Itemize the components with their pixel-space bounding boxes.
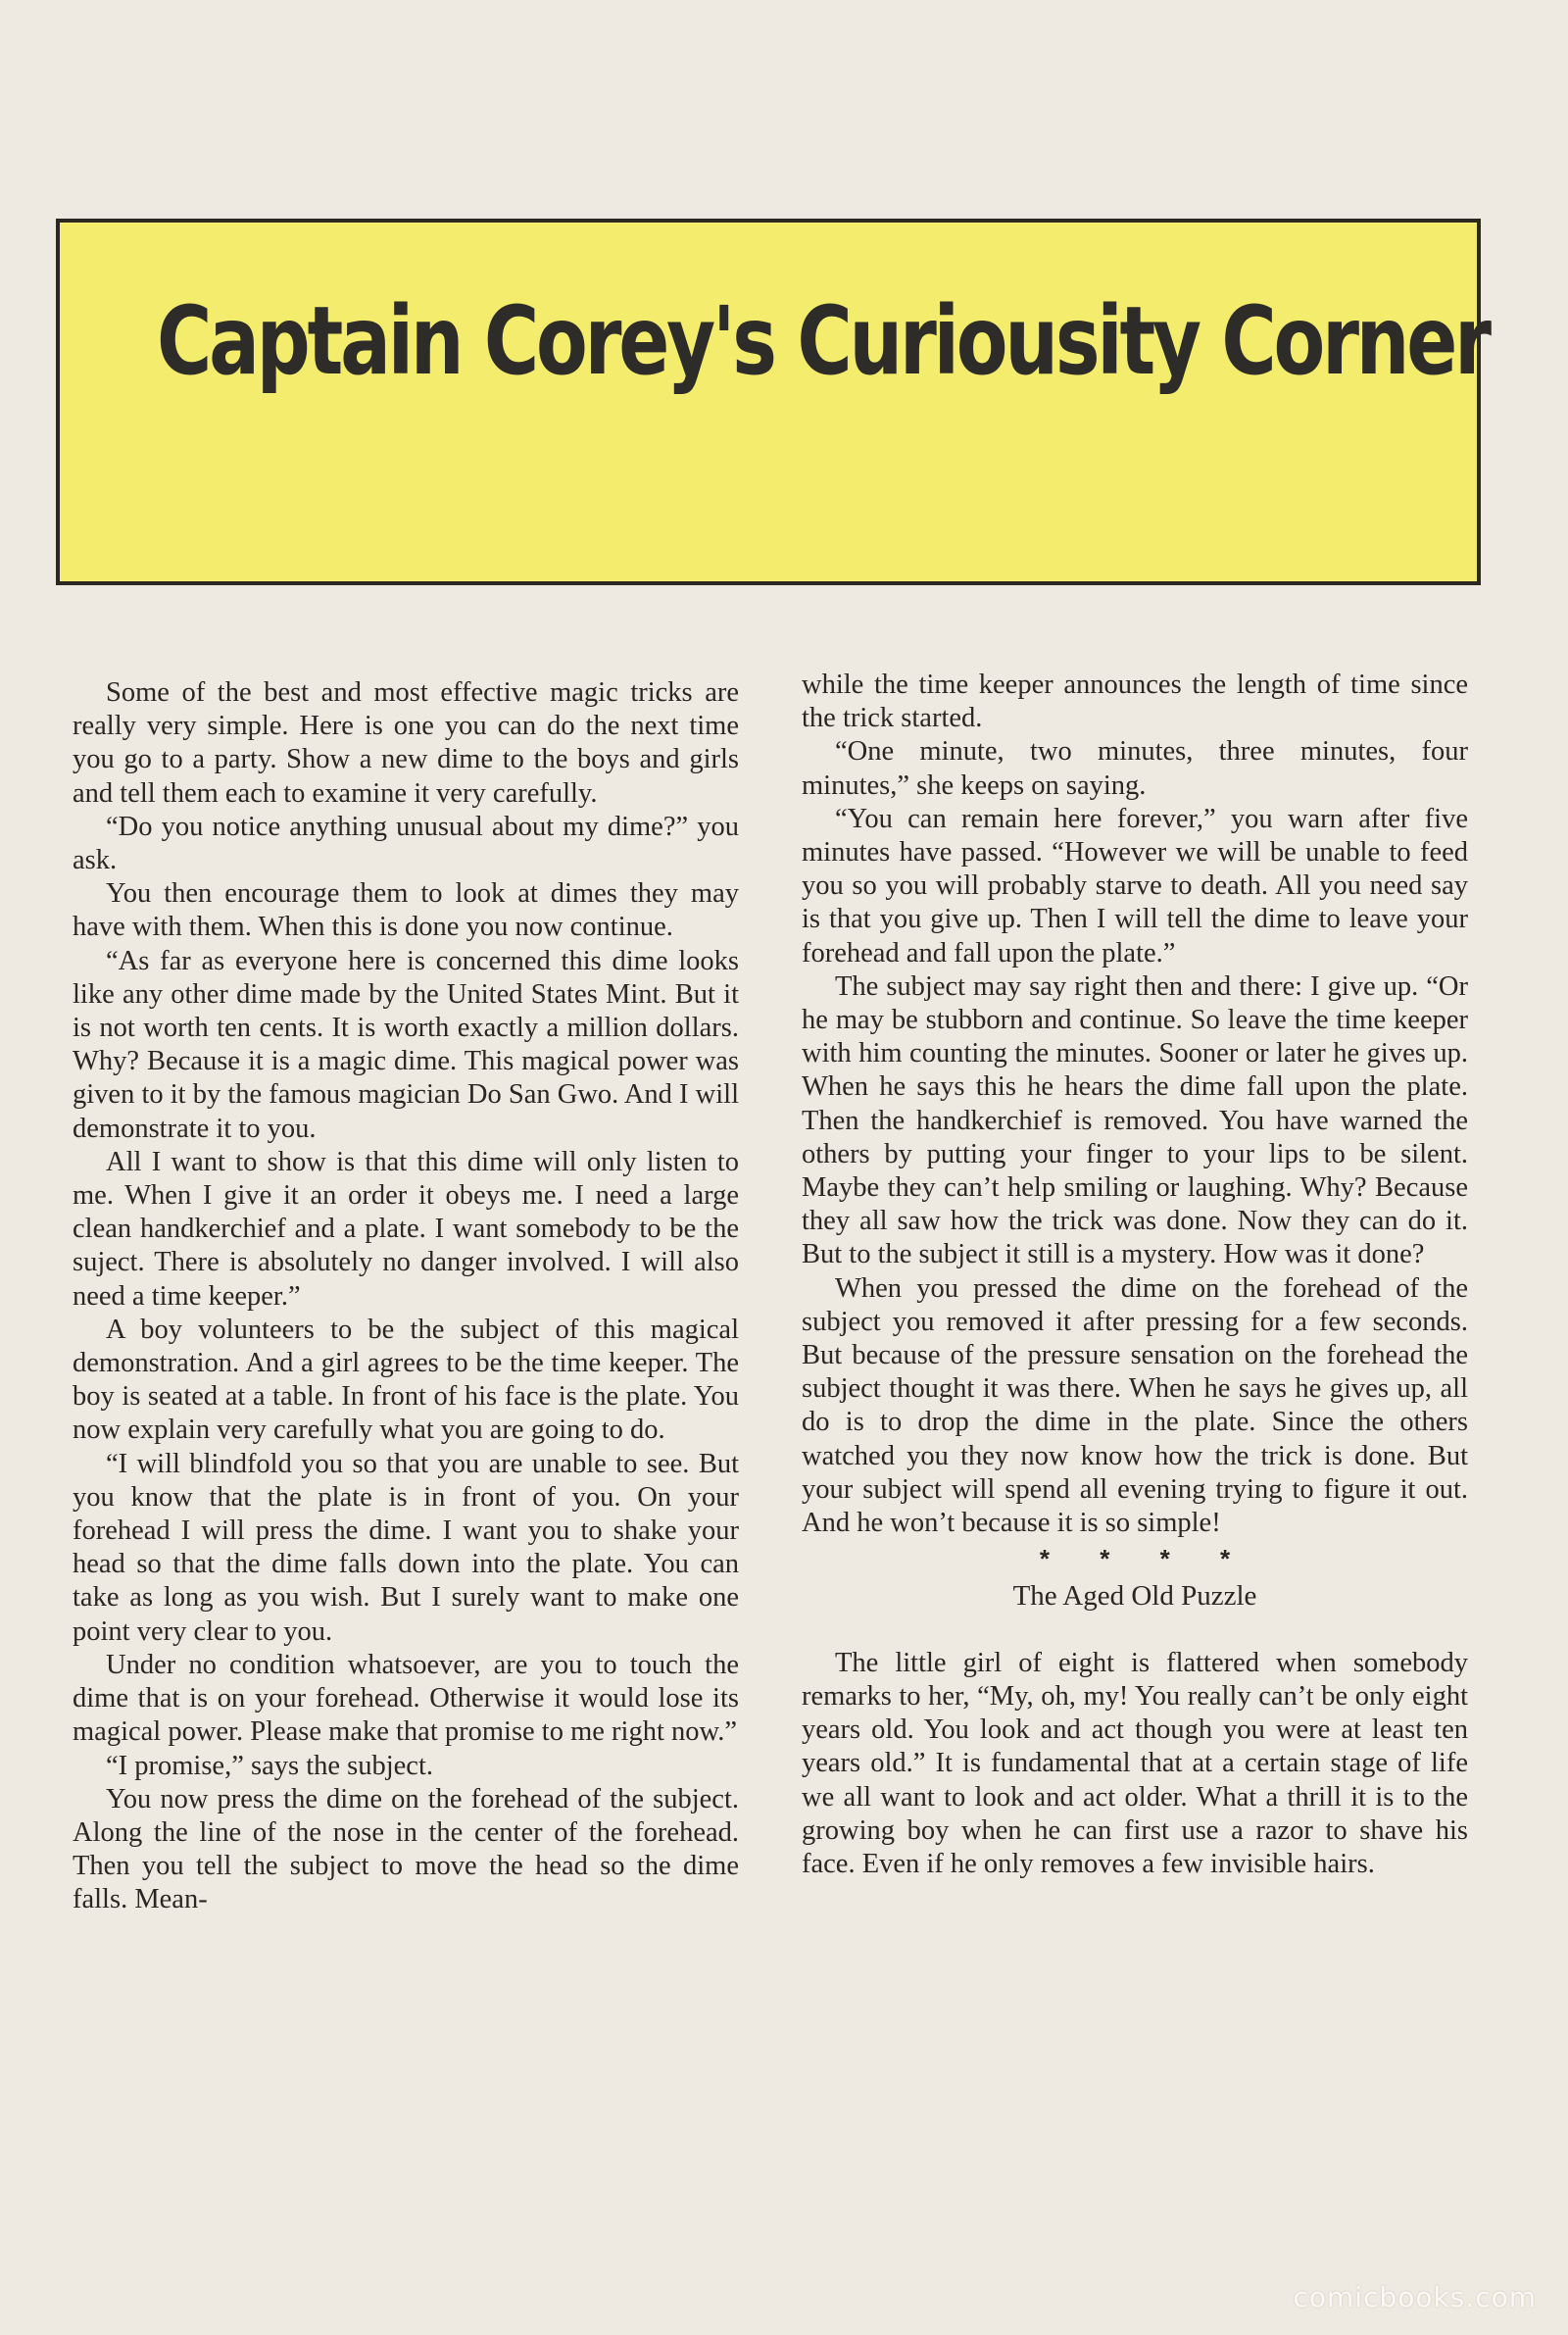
section-heading: The Aged Old Puzzle <box>1012 1580 1257 1613</box>
paragraph: A boy volunteers to be the subject of this magical demonstration. And a girl agrees to be the time keeper. The boy is seated at a table. In front of his face is the plate. You now explain very carefully what you are going to do. <box>73 1314 739 1446</box>
left-column <box>73 676 739 1917</box>
paragraph: The subject may say right then and there: I give up. “Or he may be stubborn and continue. So leave the time keeper with him counting the minutes. Sooner or later he gives up. When he says this he hears the dime fall upon the plate. Then the handkerchief is removed. You have warned the others by putting your finger to your lips to be silent. Maybe they can’t help smiling or laughing. Why? Because they all saw how the trick was done. Now they can do it. But to the subject it still is a mystery. How was it done? <box>802 970 1468 1270</box>
paragraph: All I want to show is that this dime will only listen to me. When I give it an order it obeys me. I need a large clean handkerchief and a plate. I want somebody to be the suject. There is absolutely no danger involved. I will also need a time keeper.” <box>73 1146 739 1312</box>
paragraph: “One minute, two minutes, three minutes, four minutes,” she keeps on saying. <box>802 736 1468 801</box>
paragraph: When you pressed the dime on the forehead of the subject you removed it after pressing for a few seconds. But because of the pressure sensation on the forehead the subject thought it was there. When he says he gives up, all do is to drop the dime in the plate. Since the others watched you they now know how the trick is done. But your subject will spend all evening trying to figure it out. And he won’t because it is so simple! <box>802 1272 1468 1539</box>
paragraph: “As far as everyone here is concerned this dime looks like any other dime made by the United States Mint. But it is not worth ten cents. It is worth exactly a million dollars. Why? Because it is a magic dime. This magical power was given to it by the famous magician Do San Gwo. And I will demonstrate it to you. <box>73 945 739 1144</box>
paragraph: “I promise,” says the subject. <box>106 1750 433 1781</box>
paragraph: Some of the best and most effective magic tricks are really very simple. Here is one you can do the next time you go to a party. Show a new dime to the boys and girls and tell them each to examine it very carefully. <box>73 677 739 809</box>
paragraph: “Do you notice anything unusual about my dime?” you ask. <box>73 811 739 876</box>
section-separator: * * * * <box>1039 1544 1252 1574</box>
paragraph: “You can remain here forever,” you warn after five minutes have passed. “However we will be unable to feed you so you will probably starve to death. All you need say is that you give up. Then I will tell the dime to leave your forehead and fall upon the plate.” <box>802 803 1468 969</box>
page-title: Captain Corey's Curiousity Corner <box>157 286 1489 396</box>
paragraph: You then encourage them to look at dimes they may have with them. When this is done you now continue. <box>73 878 739 943</box>
paragraph: Under no condition whatsoever, are you to touch the dime that is on your forehead. Otherwise it would lose its magical power. Please make that promise to me right now.” <box>73 1649 739 1748</box>
watermark: comicbooks.com <box>1293 2281 1537 2313</box>
title-banner <box>56 219 1489 585</box>
paragraph: You now press the dime on the forehead of the subject. Along the line of the nose in the center of the forehead. Then you tell the subject to move the head so the dime falls. Mean- <box>73 1783 739 1915</box>
paragraph: The little girl of eight is flattered when somebody remarks to her, “My, oh, my! You really can’t be only eight years old. You look and act though you were at least ten years old.” It is fundamental that at a certain stage of life we all want to look and act older. What a thrill it is to the growing boy when he can first use a razor to shave his face. Even if he only removes a few invisible hairs. <box>802 1647 1468 1879</box>
paragraph: “I will blindfold you so that you are unable to see. But you know that the plate is in front of you. On your forehead I will press the dime. I want you to shake your head so that the dime falls down into the plate. You can take as long as you wish. But I surely want to make one point very clear to you. <box>73 1448 739 1647</box>
right-column <box>802 669 1468 1881</box>
paragraph: while the time keeper announces the length of time since the trick started. <box>802 670 1468 734</box>
